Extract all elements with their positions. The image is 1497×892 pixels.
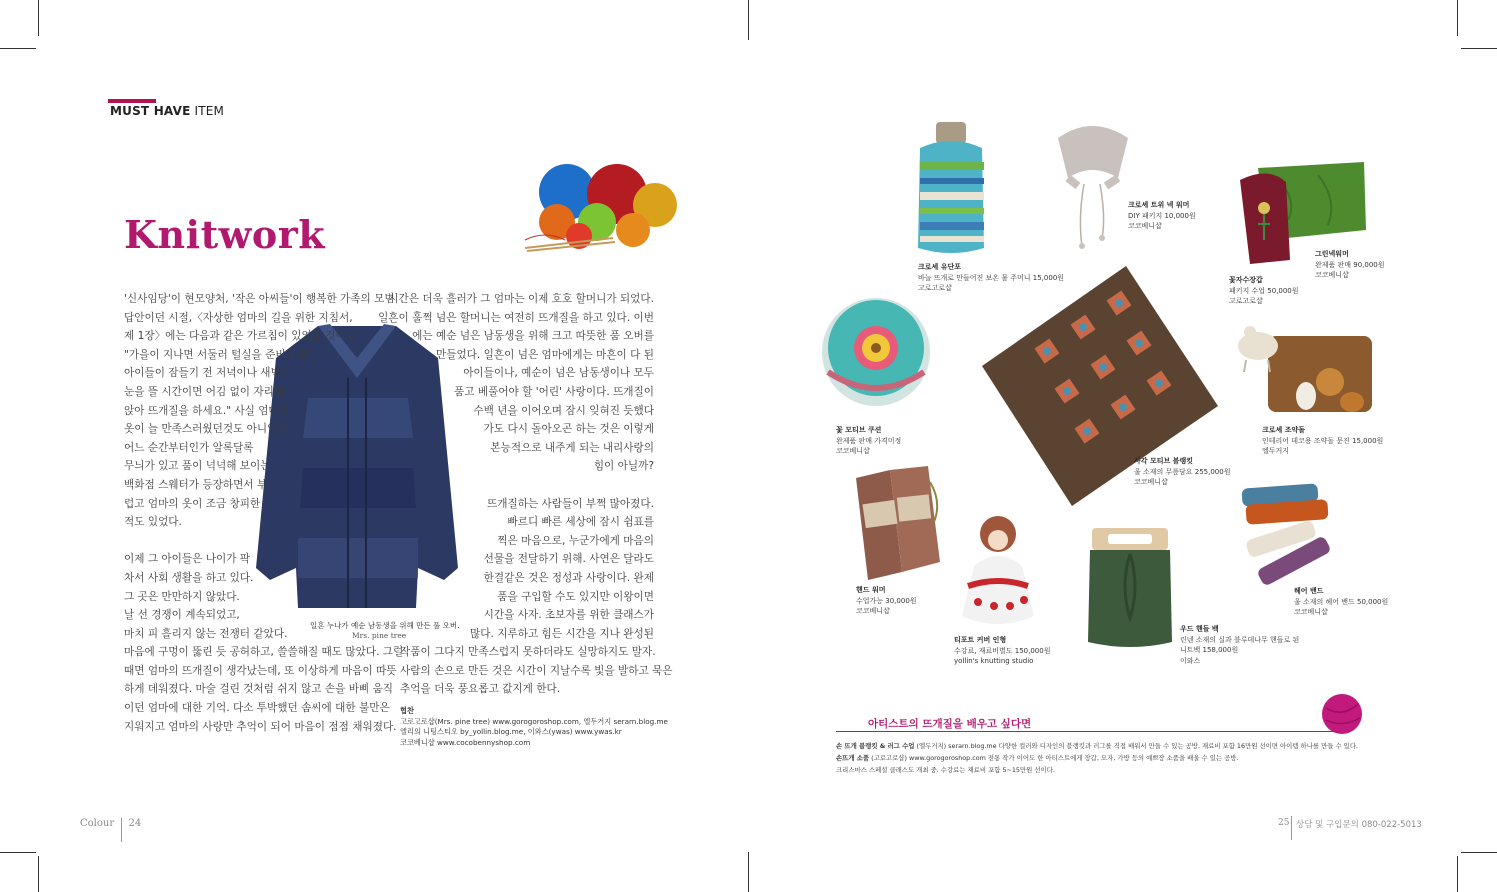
- body-line: 찍은 마음으로, 누군가에게 마음의: [497, 534, 654, 547]
- product-detail: 인테리어 데코용 조약돌 문진 15,000원: [1262, 436, 1384, 445]
- folio-left: [80, 818, 141, 842]
- body-text-right: [372, 290, 654, 643]
- page-number-right: 25: [1278, 818, 1290, 828]
- sweater-caption: 일흔 누나가 예순 남동생을 위해 만든 풀 오버.: [310, 621, 460, 630]
- body-line: 사람의 손으로 만든 것은 시간이 지날수록 빛을 발하고 묵은: [400, 664, 673, 677]
- body-line: 백화점 스웨터가 등장하면서 부: [124, 478, 268, 491]
- product-label-hot-water-bottle: [918, 262, 1064, 294]
- product-detail: 바늘 뜨개로 만들어진 보온 물 주머니 15,000원: [918, 273, 1065, 282]
- credit-line: 엘리의 니팅스티오 by_yollin.blog.me, 이와스(ywas) www.ywas.kr: [400, 727, 622, 736]
- credits-heading: 협찬: [400, 706, 414, 715]
- learn-row: [836, 764, 1358, 776]
- body-line: 에는 예순 넘은 남동생을 위해 크고 따뜻한 품 오버를: [412, 330, 654, 343]
- body-line: [372, 476, 654, 495]
- section-sub-label: ITEM: [194, 104, 225, 118]
- product-detail: 고로고로샵: [918, 284, 952, 292]
- product-detail: 엘두거지: [1262, 447, 1290, 455]
- body-line: 제 1장〉에는 다음과 같은 가르침이 있었을 것이다.: [124, 330, 360, 343]
- body-line: 가도 다시 돌아오곤 하는 것은 이렇게: [483, 423, 654, 436]
- product-detail: 코코베니샵: [1128, 222, 1162, 230]
- body-line: 본능적으로 내주게 되는 내리사랑의: [490, 441, 654, 454]
- wood-handle-bag-image: [1084, 526, 1176, 650]
- section-header: [110, 104, 224, 118]
- learn-row: [836, 752, 1358, 764]
- product-detail: 코코베니샵: [1294, 608, 1328, 616]
- product-detail: 울 소재의 헤어 밴드 50,000원: [1294, 597, 1389, 606]
- body-line: 힘이 아닐까?: [593, 460, 654, 473]
- product-label-pebble: [1262, 425, 1383, 457]
- crop-mark: [38, 856, 39, 892]
- crochet-pebble-image: [1228, 310, 1380, 420]
- product-label-teapot-doll: [954, 635, 1050, 667]
- body-line: 아이들이나, 예순이 넘은 남동생이나 모두: [463, 367, 654, 380]
- body-line: "가을이 지나면 서둘러 털실을 준비하세요.: [124, 348, 320, 361]
- body-line: 품고 베풀어야 할 '어린' 사랑이다. 뜨개질이: [454, 385, 654, 398]
- product-detail: DIY 패키지 10,000원: [1128, 211, 1196, 220]
- product-detail: 완제품 판매 가격미정: [836, 436, 902, 445]
- body-line: [124, 532, 403, 551]
- body-line: 빠르디 빠른 세상에 잠시 쉼표를: [507, 516, 654, 529]
- crop-mark: [748, 0, 749, 40]
- header-accent-bar: [108, 99, 156, 103]
- product-label-hand-warmer: [856, 585, 917, 617]
- product-label-green-neck-warmer: [1315, 249, 1385, 281]
- body-line: 앉아 뜨개질을 하세요." 사실 엄마의: [124, 404, 289, 417]
- body-line: 품을 구입할 수도 있지만 이왕이면: [497, 590, 654, 603]
- product-detail: yollin's knutting studio: [954, 657, 1034, 665]
- learn-row-text: (엘두거지) serarn.blog.me 다양한 컬러와 디자인의 블랭킷과 러그를 직접 배워서 만들 수 있는 공방. 재료비 포함 16만원 선이면 아이템 하나를 만들 수 있다.: [914, 742, 1359, 750]
- learn-row-title: 손뜨개 소품: [836, 754, 870, 762]
- body-line: 무늬가 있고 품이 넉넉해 보이는: [124, 460, 271, 473]
- sweater-caption-credit: Mrs. pine tree: [352, 631, 407, 640]
- product-detail: 코코베니샵: [836, 447, 870, 455]
- product-detail: 완제품 판매 90,000원: [1315, 260, 1385, 269]
- crop-mark: [0, 48, 36, 49]
- neck-warmer-image: [1048, 118, 1136, 252]
- learn-box-text: [836, 740, 1358, 776]
- crop-mark: [748, 852, 749, 892]
- folio-divider: [1291, 816, 1292, 840]
- product-detail: 울 소재의 무릎담요 255,000원: [1134, 467, 1231, 476]
- product-detail: 니트백 158,000원: [1180, 646, 1239, 654]
- yarn-balls-image: [505, 160, 685, 252]
- product-label-hair-band: [1294, 586, 1388, 618]
- body-line: 옷이 늘 만족스러웠던것도 아니었다.: [124, 423, 291, 436]
- section-label: MUST HAVE: [110, 104, 191, 118]
- body-line: 럽고 엄마의 옷이 조금 창피한: [124, 497, 261, 510]
- page-number-left: 24: [128, 818, 142, 829]
- product-name: 우드 핸들 백: [1180, 625, 1219, 633]
- sponsor-credits: [400, 706, 668, 748]
- product-name: 크로셰 트위 넥 워머: [1128, 201, 1190, 209]
- product-label-neck-warmer: [1128, 200, 1196, 232]
- body-line: '신사임당'이 현모양처, '작은 아씨들'이 행복한 가족의 모범: [124, 293, 395, 305]
- body-line: 답안이던 시절,〈자상한 엄마의 길을 위한 지침서,: [124, 311, 353, 324]
- body-line: 뜨개질하는 사람들이 부쩍 많아졌다.: [487, 497, 654, 510]
- credit-line: 코코베니샵 www.cocobennyshop.com: [400, 737, 531, 747]
- product-detail: 이와스: [1180, 656, 1201, 665]
- body-line: 마치 피 흘리지 않는 전쟁터 같았다.: [124, 627, 288, 640]
- product-name: 꽃 모티브 쿠션: [836, 426, 882, 434]
- page-title: Knitwork: [124, 212, 326, 257]
- body-line: 많다. 지루하고 힘든 시간을 지나 완성된: [470, 627, 654, 640]
- body-line: 선물을 전달하기 위해. 사연은 달라도: [483, 553, 654, 566]
- body-line: 날 선 경쟁이 계속되었고,: [124, 609, 240, 622]
- product-name: 사각 모티브 블랭킷: [1134, 457, 1193, 465]
- body-line: 하게 데워졌다. 마술 걸린 것처럼 쉬지 않고 손을 바삐 움직: [124, 683, 394, 696]
- body-line: 차서 사회 생활을 하고 있다.: [124, 571, 254, 584]
- hair-band-image: [1236, 482, 1336, 588]
- body-line: 어느 순간부터인가 알록달록: [124, 441, 254, 454]
- learn-box-rule: [836, 731, 1341, 732]
- body-text-left: [124, 290, 403, 736]
- flower-cushion-image: [820, 294, 932, 410]
- crop-mark: [0, 852, 36, 853]
- body-line: 시간은 더욱 흘러가 그 엄마는 이제 호호 할머니가 되었다.: [388, 293, 654, 305]
- teapot-cover-doll-image: [954, 506, 1042, 634]
- body-line: 아이들이 잠들기 전 저녁이나 새벽에: [124, 367, 291, 380]
- learn-row-title: 손 뜨개 블랭킷 & 러그 수업: [836, 742, 915, 750]
- hot-water-bottle-image: [912, 118, 990, 258]
- body-line: 지워지고 엄마의 사랑만 추억이 되어 마음이 점점 채워졌다.: [124, 720, 397, 733]
- body-line: 시간을 사자. 초보자를 위한 클래스가: [483, 609, 654, 622]
- crop-mark: [1457, 0, 1458, 36]
- body-line: 마음에 구멍이 뚫린 듯 공허하고, 쓸쓸해질 때도 많았다. 그럴: [124, 646, 404, 659]
- learn-box-title: 아티스트의 뜨개질을 배우고 싶다면: [868, 718, 1032, 730]
- product-detail: 수강료, 재료비별도 150,000원: [954, 646, 1051, 655]
- product-label-flower-cushion: [836, 425, 901, 457]
- body-line: 때면 엄마의 뜨개질이 생각났는데, 또 이상하게 마음이 따뜻: [124, 664, 397, 677]
- credit-line: 고로고로샵(Mrs. pine tree) www.gorogoroshop.com, 엘두거지 serarn.blog.me: [400, 716, 668, 726]
- hand-warmer-image: [850, 462, 946, 584]
- product-detail: 패키지 수업 50,000원: [1229, 286, 1299, 295]
- body-line: 추억을 더욱 풍요롭고 값지게 한다.: [400, 683, 561, 696]
- product-name: 그린넥워머: [1315, 250, 1349, 258]
- body-text-right-bottom: [400, 643, 673, 699]
- body-line: 그 곳은 만만하지 않았다.: [124, 590, 240, 603]
- product-name: 크로셰 유단포: [918, 263, 962, 271]
- product-detail: 코코베니샵: [1315, 271, 1349, 279]
- body-line: 일흔이 훌쩍 넘은 할머니는 여전히 뜨개질을 하고 있다. 이번: [378, 311, 654, 324]
- body-line: 눈을 뜰 시간이면 어김 없이 자리에: [124, 385, 285, 398]
- learn-row-text: (고로고로샵) www.gorogoroshop.com 전통 작가 이어도 한 아티스트에게 장갑, 모자, 가방 등의 예쁘장 소품을 배울 수 있는 공방.: [869, 754, 1239, 762]
- product-label-embroidered-glove: [1229, 275, 1299, 307]
- contact-info: 상담 및 구입문의 080-022-5013: [1296, 820, 1422, 830]
- product-name: 핸드 워머: [856, 586, 886, 594]
- body-line: 한결같은 것은 정성과 사랑이다. 완제: [483, 571, 654, 584]
- crop-mark: [1457, 856, 1458, 892]
- body-line: 이던 엄마에 대한 기억. 다소 투박했던 솜씨에 대한 불만은: [124, 702, 390, 715]
- product-label-wood-bag: [1180, 624, 1299, 666]
- learn-row-text: 크리스마스 스페셜 클래스도 개최 중. 수강료는 재료비 포함 5~15만원 선이다.: [836, 766, 1055, 774]
- crop-mark: [38, 0, 39, 36]
- magazine-brand: Colour: [80, 818, 115, 829]
- product-detail: 코코베니샵: [856, 607, 890, 615]
- product-name: 꽃자수장갑: [1229, 276, 1263, 284]
- product-detail: 고로고로샵: [1229, 297, 1263, 305]
- product-name: 티포트 커버 인형: [954, 636, 1007, 644]
- body-line: 수백 년을 이어오며 잠시 잊혀진 듯했다: [473, 404, 654, 417]
- crop-mark: [1461, 48, 1497, 49]
- product-name: 헤어 밴드: [1294, 587, 1324, 595]
- product-detail: 수업가능 30,000원: [856, 596, 917, 605]
- body-line: 이제 그 아이들은 나이가 팍: [124, 553, 251, 566]
- product-label-blanket: [1134, 456, 1230, 488]
- body-line: 만들었다. 일흔이 넘은 엄마에게는 마흔이 다 된: [435, 348, 654, 361]
- body-line: 적도 있었다.: [124, 516, 182, 529]
- product-name: 크로셰 조약돌: [1262, 426, 1306, 434]
- crop-mark: [1461, 852, 1497, 853]
- product-detail: 코코베니샵: [1134, 478, 1168, 486]
- body-line: 작품이 그다지 만족스럽지 못하더라도 실망하지도 말자.: [400, 646, 656, 658]
- learn-row: [836, 740, 1358, 752]
- pink-yarn-image: [1320, 692, 1364, 736]
- product-detail: 린넨 소재의 실과 블루데나무 핸들로 된: [1180, 635, 1300, 644]
